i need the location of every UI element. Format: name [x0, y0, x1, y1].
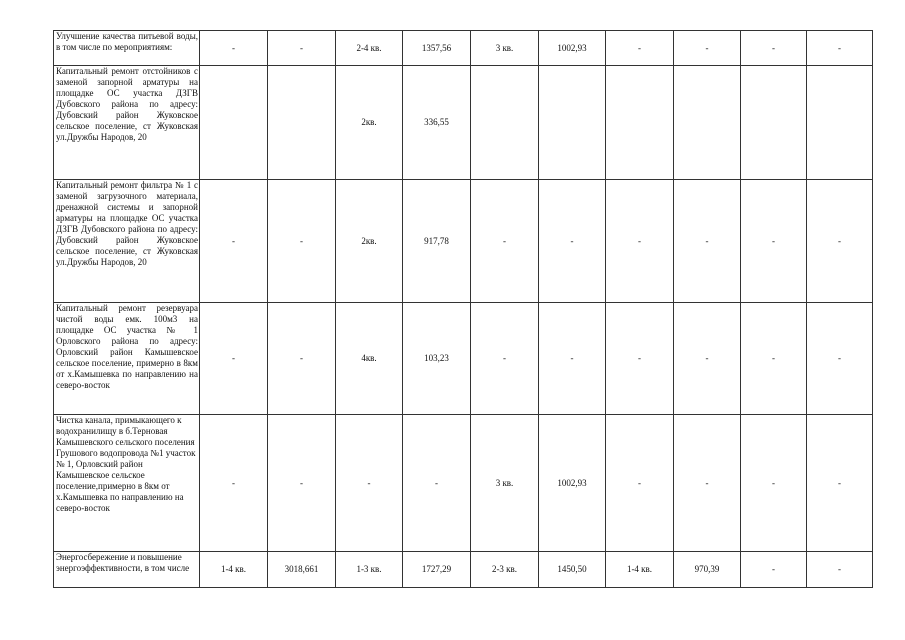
table-cell: 2кв.	[336, 66, 403, 180]
table-row	[54, 303, 873, 415]
table-cell: 3 кв.	[471, 31, 539, 66]
table-cell: -	[807, 552, 873, 588]
table-cell: -	[807, 180, 873, 303]
table-cell: -	[807, 303, 873, 415]
table-cell: -	[268, 415, 336, 552]
table-cell: 917,78	[403, 180, 471, 303]
table-cell: -	[807, 31, 873, 66]
table-cell: 1-4 кв.	[200, 552, 268, 588]
table-cell	[200, 66, 268, 180]
table-cell: 3 кв.	[471, 415, 539, 552]
table-cell: -	[741, 415, 807, 552]
table-cell: -	[674, 303, 741, 415]
row-description: Капитальный ремонт резервуара чистой воды емк. 100м3 на площадке ОС участка № 1 Орловского района по адресу: Орловский район Камышевское сельское поселение, примерно в 8км от х.Камышевка по направлению на северо-восток	[54, 303, 200, 415]
table-cell	[471, 66, 539, 180]
table-cell: 1727,29	[403, 552, 471, 588]
table-cell	[674, 66, 741, 180]
row-description-text: Энергосбережение и повышение энергоэффективности, в том числе	[56, 552, 190, 573]
table-cell: -	[268, 31, 336, 66]
table-cell: 1450,50	[539, 552, 606, 588]
table-cell: -	[741, 552, 807, 588]
table-cell: -	[200, 303, 268, 415]
table-cell: -	[471, 180, 539, 303]
table-cell: -	[606, 415, 674, 552]
table-cell: 1002,93	[539, 31, 606, 66]
table-cell: -	[606, 31, 674, 66]
table-cell: 3018,661	[268, 552, 336, 588]
row-description: Капитальный ремонт отстойников с заменой запорной арматуры на площадке ОС участка ДЗГВ Дубовского района по адресу: Дубовский район Жуковское сельское поселение, ст Жуковская ул.Дружбы Народов, 20	[54, 66, 200, 180]
table-cell: -	[674, 180, 741, 303]
table-cell	[606, 66, 674, 180]
table-cell: -	[606, 180, 674, 303]
table-cell: 1357,56	[403, 31, 471, 66]
table-cell: 1-4 кв.	[606, 552, 674, 588]
table-row	[54, 31, 873, 66]
table-cell: -	[200, 180, 268, 303]
table-cell: 970,39	[674, 552, 741, 588]
table-body	[54, 31, 873, 588]
table-cell: -	[200, 415, 268, 552]
row-description: Капитальный ремонт фильтра № 1 с заменой загрузочного материала, дренажной системы и запорной арматуры на площадке ОС участка ДЗГВ Дубовского района по адресу: Дубовский район Жуковское сельское поселение, ст Жуковская ул.Дружбы Народов, 20	[54, 180, 200, 303]
table-cell: -	[674, 415, 741, 552]
data-table	[53, 30, 873, 588]
table-cell: 1-3 кв.	[336, 552, 403, 588]
table-cell: -	[471, 303, 539, 415]
table-cell: -	[200, 31, 268, 66]
table-row	[54, 66, 873, 180]
table-cell	[807, 66, 873, 180]
table-cell	[741, 66, 807, 180]
table-cell: 2-4 кв.	[336, 31, 403, 66]
table-cell: -	[674, 31, 741, 66]
row-description	[54, 552, 200, 588]
table-cell: -	[606, 303, 674, 415]
table-cell: -	[268, 180, 336, 303]
table-cell: -	[807, 415, 873, 552]
table-cell: -	[741, 31, 807, 66]
table-cell: -	[741, 180, 807, 303]
table-cell: -	[268, 303, 336, 415]
table-cell: 2кв.	[336, 180, 403, 303]
table-row	[54, 180, 873, 303]
row-description: Улучшение качества питьевой воды, в том числе по мероприятиям:	[54, 31, 200, 66]
table-cell: -	[336, 415, 403, 552]
table-cell	[539, 66, 606, 180]
table-cell: 4кв.	[336, 303, 403, 415]
table-cell: 1002,93	[539, 415, 606, 552]
table-cell: -	[403, 415, 471, 552]
row-description: Чистка канала, примыкающего к водохранилищу в б.Терновая Камышевского сельского поселения Грушового водопровода №1 участок № 1, Орловский район Камышевское сельское поселение,примерно в 8км от х.Камышевка по направлению на северо-восток	[54, 415, 200, 552]
table-row	[54, 415, 873, 552]
table-cell: 103,23	[403, 303, 471, 415]
table-cell: -	[539, 303, 606, 415]
table-cell: -	[741, 303, 807, 415]
table-cell: 2-3 кв.	[471, 552, 539, 588]
table-cell: 336,55	[403, 66, 471, 180]
table-cell: -	[539, 180, 606, 303]
table-row	[54, 552, 873, 588]
table-cell	[268, 66, 336, 180]
